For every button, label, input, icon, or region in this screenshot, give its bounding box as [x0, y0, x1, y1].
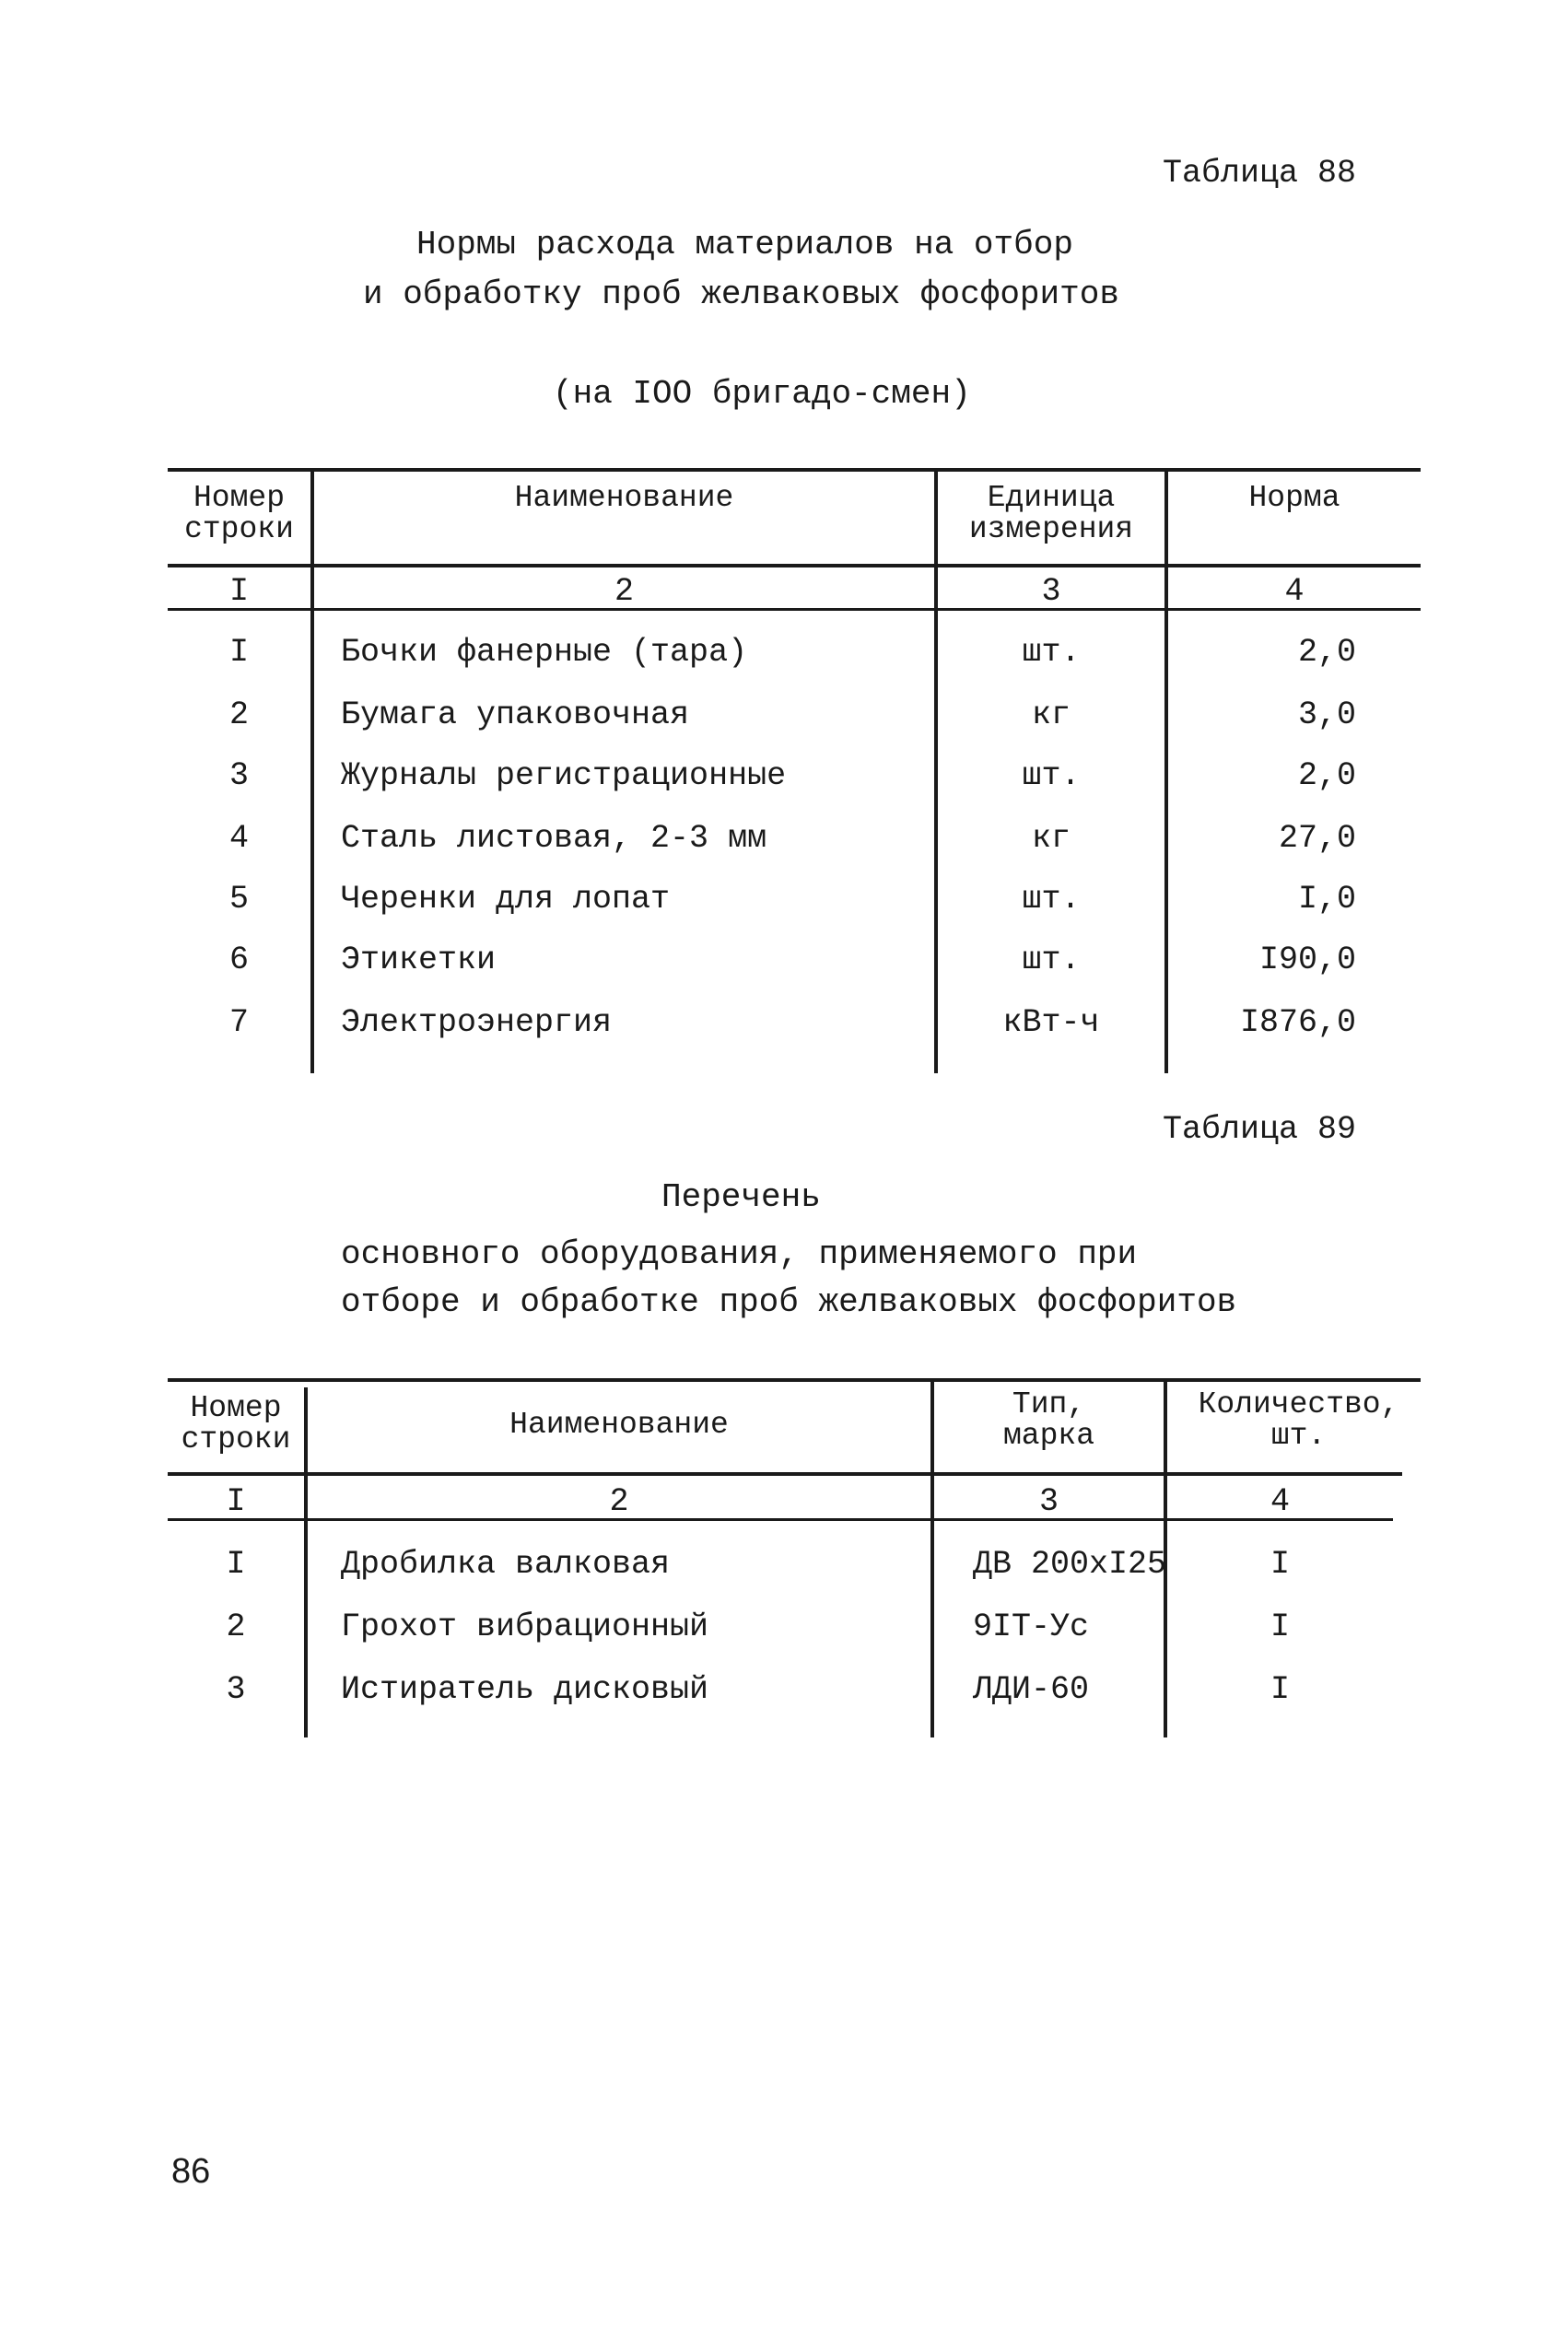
table-88-label: Таблица 88	[1163, 155, 1357, 192]
row-name: Электроэнергия	[341, 1004, 613, 1041]
row-unit: шт.	[1022, 942, 1081, 978]
header-number-line-1: Номер	[193, 481, 286, 515]
table-88-header-number	[168, 483, 310, 545]
table-89-header-type	[934, 1389, 1164, 1452]
row-type: ЛДИ-60	[973, 1671, 1090, 1708]
table-89-caption-line-2: отборе и обработке проб желваковых фосфоритов	[341, 1283, 1237, 1321]
row-number: 6	[228, 942, 249, 978]
table-89-colnum-2: 2	[609, 1483, 629, 1520]
table-89-header-number	[168, 1393, 304, 1456]
table-88-header-norm: Норма	[1248, 481, 1340, 515]
table-89-header-name: Наименование	[509, 1408, 729, 1442]
row-number: 3	[226, 1671, 246, 1708]
row-norm: 2,0	[1297, 634, 1356, 671]
row-norm: I,0	[1297, 881, 1356, 918]
table-88-colnum-1: I	[228, 573, 249, 610]
header-type-line-1: Тип,	[1012, 1387, 1086, 1421]
table-88-subtitle: (на IOO бригадо-смен)	[553, 375, 971, 413]
row-quantity: I	[1270, 1546, 1290, 1583]
row-name: Этикетки	[341, 942, 497, 978]
table-88-col-divider-1	[310, 468, 314, 1073]
table-89-label: Таблица 89	[1163, 1111, 1357, 1148]
row-name: Журналы регистрационные	[341, 757, 787, 794]
table-88-header-unit	[938, 483, 1164, 545]
table-88-colnum-4: 4	[1284, 573, 1305, 610]
row-name: Дробилка валковая	[341, 1546, 671, 1583]
row-quantity: I	[1270, 1609, 1290, 1645]
row-name: Сталь листовая, 2-3 мм	[341, 820, 767, 857]
row-name: Грохот вибрационный	[341, 1609, 709, 1645]
table-88-top-rule	[168, 468, 1421, 472]
row-unit: шт.	[1022, 634, 1081, 671]
row-norm: 27,0	[1278, 820, 1356, 857]
table-88-colnum-3: 3	[1041, 573, 1061, 610]
row-unit: кВт-ч	[1002, 1004, 1100, 1041]
header-quantity-line-2: шт.	[1270, 1419, 1327, 1453]
row-name: Бочки фанерные (тара)	[341, 634, 748, 671]
table-89-colnum-4: 4	[1270, 1483, 1290, 1520]
row-name: Бумага упаковочная	[341, 696, 690, 733]
row-type: 9IТ-Ус	[973, 1609, 1090, 1645]
row-unit: шт.	[1022, 881, 1081, 918]
row-unit: кг	[1031, 820, 1071, 857]
table-89-header-rule	[168, 1472, 1402, 1476]
row-quantity: I	[1270, 1671, 1290, 1708]
row-norm: 3,0	[1297, 696, 1356, 733]
row-number: 5	[228, 881, 249, 918]
row-unit: кг	[1031, 696, 1071, 733]
row-norm: 2,0	[1297, 757, 1356, 794]
row-type: ДВ 200хI25	[973, 1546, 1167, 1583]
table-89-title: Перечень	[661, 1178, 821, 1216]
page-number: 86	[171, 2152, 211, 2191]
row-number: 2	[228, 696, 249, 733]
table-88-title-line-1: Нормы расхода материалов на отбор	[416, 226, 1073, 263]
table-88-title-line-2: и обработку проб желваковых фосфоритов	[363, 275, 1119, 313]
table-89-colnum-3: 3	[1038, 1483, 1059, 1520]
table-89-top-rule	[168, 1378, 1421, 1382]
row-norm: I90,0	[1258, 942, 1356, 978]
header-type-line-2: марка	[1002, 1419, 1095, 1453]
row-number: 2	[226, 1609, 246, 1645]
row-name: Черенки для лопат	[341, 881, 671, 918]
row-number: I	[228, 634, 249, 671]
row-number: 4	[228, 820, 249, 857]
table-88-header-name: Наименование	[514, 481, 734, 515]
header-number-line-2: строки	[181, 1422, 291, 1456]
table-88-colnum-2: 2	[614, 573, 634, 610]
table-89-caption-line-1: основного оборудования, применяемого при	[341, 1235, 1138, 1273]
header-number-line-2: строки	[184, 512, 294, 546]
table-89-colnum-1: I	[226, 1483, 246, 1520]
row-number: 3	[228, 757, 249, 794]
header-unit-line-2: измерения	[968, 512, 1134, 546]
row-norm: I876,0	[1239, 1004, 1356, 1041]
header-unit-line-1: Единица	[987, 481, 1116, 515]
header-number-line-1: Номер	[190, 1391, 282, 1425]
header-quantity-line-1: Количество,	[1198, 1387, 1399, 1421]
row-unit: шт.	[1022, 757, 1081, 794]
row-number: 7	[228, 1004, 249, 1041]
row-number: I	[226, 1546, 246, 1583]
row-name: Истиратель дисковый	[341, 1671, 709, 1708]
table-88-header-rule	[168, 564, 1421, 567]
table-89-header-quantity	[1167, 1389, 1430, 1452]
